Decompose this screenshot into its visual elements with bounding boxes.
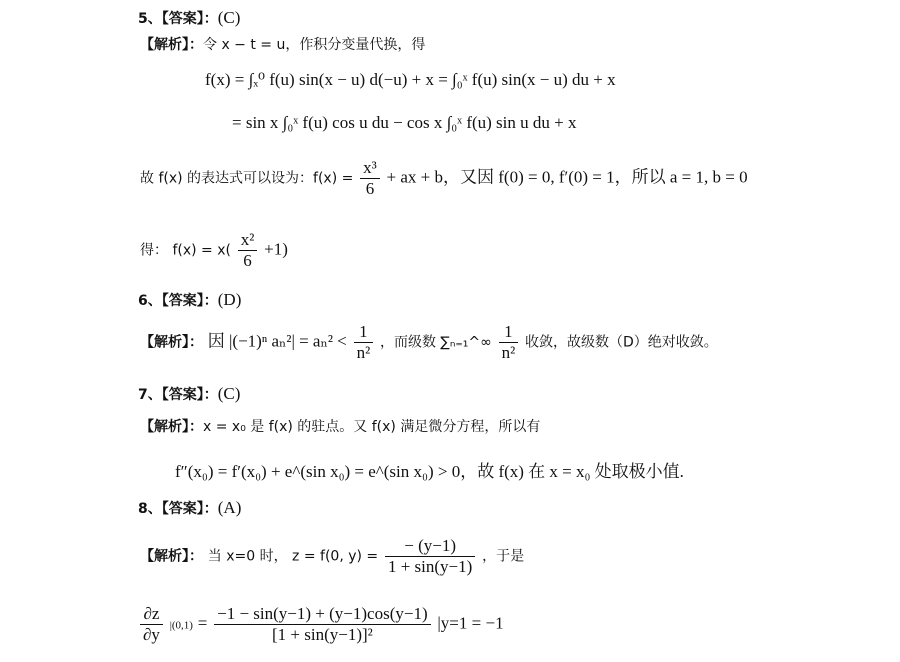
q6-fraction1 (354, 322, 374, 363)
q5-result-numerator: x² (238, 230, 258, 251)
q5-analysis-label: 【解析】： (140, 37, 203, 53)
q6-fraction2-numerator: 1 (499, 322, 519, 343)
q6-prefix: 因 |(−1)ⁿ aₙ²| = aₙ² < (207, 331, 347, 351)
q8-partial-denominator: ∂y (143, 625, 160, 644)
q7-answer-label: 7、【答案】： (138, 387, 218, 403)
q5-result-fraction (238, 230, 258, 271)
q7-answer-value: (C) (217, 384, 241, 403)
q5-line3-numerator: x³ (360, 158, 380, 179)
q5-analysis-intro (140, 34, 425, 55)
q5-equation-line1: f(x) = ∫ₓ⁰ f(u) sin(x − u) d(−u) + x = ∫₀ˣ f(u) sin(x − u) du + x (205, 70, 616, 89)
q5-intro-text: 令 x − t = u，作积分变量代换，得 (203, 37, 426, 53)
q6-fraction2 (499, 322, 519, 363)
q5-line3-fraction (360, 158, 380, 199)
q5-line3-prefix: 故 f(x) 的表达式可以设为：f(x) = (140, 170, 354, 187)
q8-derivative-result: |y=1 = −1 (437, 613, 504, 633)
q6-fraction2-denominator: n² (501, 343, 516, 362)
q8-answer-label: 8、【答案】： (138, 501, 218, 517)
q8-derivative-denominator: [1 + sin(y−1)]² (271, 625, 373, 644)
q8-partial-fraction (140, 604, 163, 645)
q8-answer-value: (A) (217, 498, 242, 517)
q8-derivative-fraction (214, 604, 431, 645)
q5-heading (138, 8, 240, 29)
q5-equation-line3 (140, 158, 748, 199)
q5-equation-line2: = sin x ∫₀ˣ f(u) cos u du − cos x ∫₀ˣ f(u) sin u du + x (232, 113, 577, 132)
q5-line3-denominator: 6 (365, 179, 375, 198)
q5-line3-suffix: + ax + b，又因 f(0) = 0, f′(0) = 1，所以 a = 1, b = 0 (386, 167, 748, 187)
q6-answer-label: 6、【答案】： (138, 293, 218, 309)
q6-analysis (140, 322, 718, 363)
q6-fraction1-denominator: n² (356, 343, 371, 362)
q5-answer-label: 5、【答案】： (138, 11, 218, 27)
q6-analysis-label: 【解析】： (140, 334, 203, 351)
q6-answer-value: (D) (217, 290, 242, 309)
q8-line1-suffix: ，于是 (482, 548, 525, 565)
q7-heading (138, 384, 240, 405)
q8-line1-numerator: − (y−1) (385, 536, 475, 557)
q8-equals: = (197, 613, 208, 633)
q8-heading (138, 498, 241, 519)
q8-analysis (140, 536, 524, 577)
q7-line2: f″(x₀) = f′(x₀) + e^(sin x₀) = e^(sin x₀) > 0，故 f(x) 在 x = x₀ 处取极小值. (175, 462, 684, 481)
q6-fraction1-numerator: 1 (354, 322, 374, 343)
q8-derivative-numerator: −1 − sin(y−1) + (y−1)cos(y−1) (214, 604, 431, 625)
q8-analysis-label: 【解析】： (140, 548, 203, 565)
q7-analysis-label: 【解析】： (140, 419, 203, 435)
q8-line1-fraction (385, 536, 475, 577)
q6-heading (138, 290, 241, 311)
q6-suffix: 收敛，故级数（D）绝对收敛。 (524, 334, 718, 351)
q8-partial-subscript: |(0,1) (169, 619, 193, 632)
q5-answer-value: (C) (217, 8, 241, 27)
q7-line1: x = x₀ 是 f(x) 的驻点。又 f(x) 满足微分方程，所以有 (203, 419, 541, 435)
q5-result-denominator: 6 (243, 251, 252, 270)
q5-result-suffix: +1) (264, 239, 288, 259)
q8-line1-prefix: 当 x=0 时， z = f(0, y) = (207, 548, 379, 565)
q5-result-prefix: 得： f(x) = x( (140, 242, 231, 259)
q5-result (140, 230, 288, 271)
q8-partial-numerator: ∂z (140, 604, 163, 625)
q8-derivative (138, 604, 504, 645)
q8-line1-denominator: 1 + sin(y−1) (387, 557, 473, 576)
q7-analysis (140, 416, 540, 437)
q6-middle: ，而级数 ∑ₙ₌₁^∞ (379, 334, 492, 351)
